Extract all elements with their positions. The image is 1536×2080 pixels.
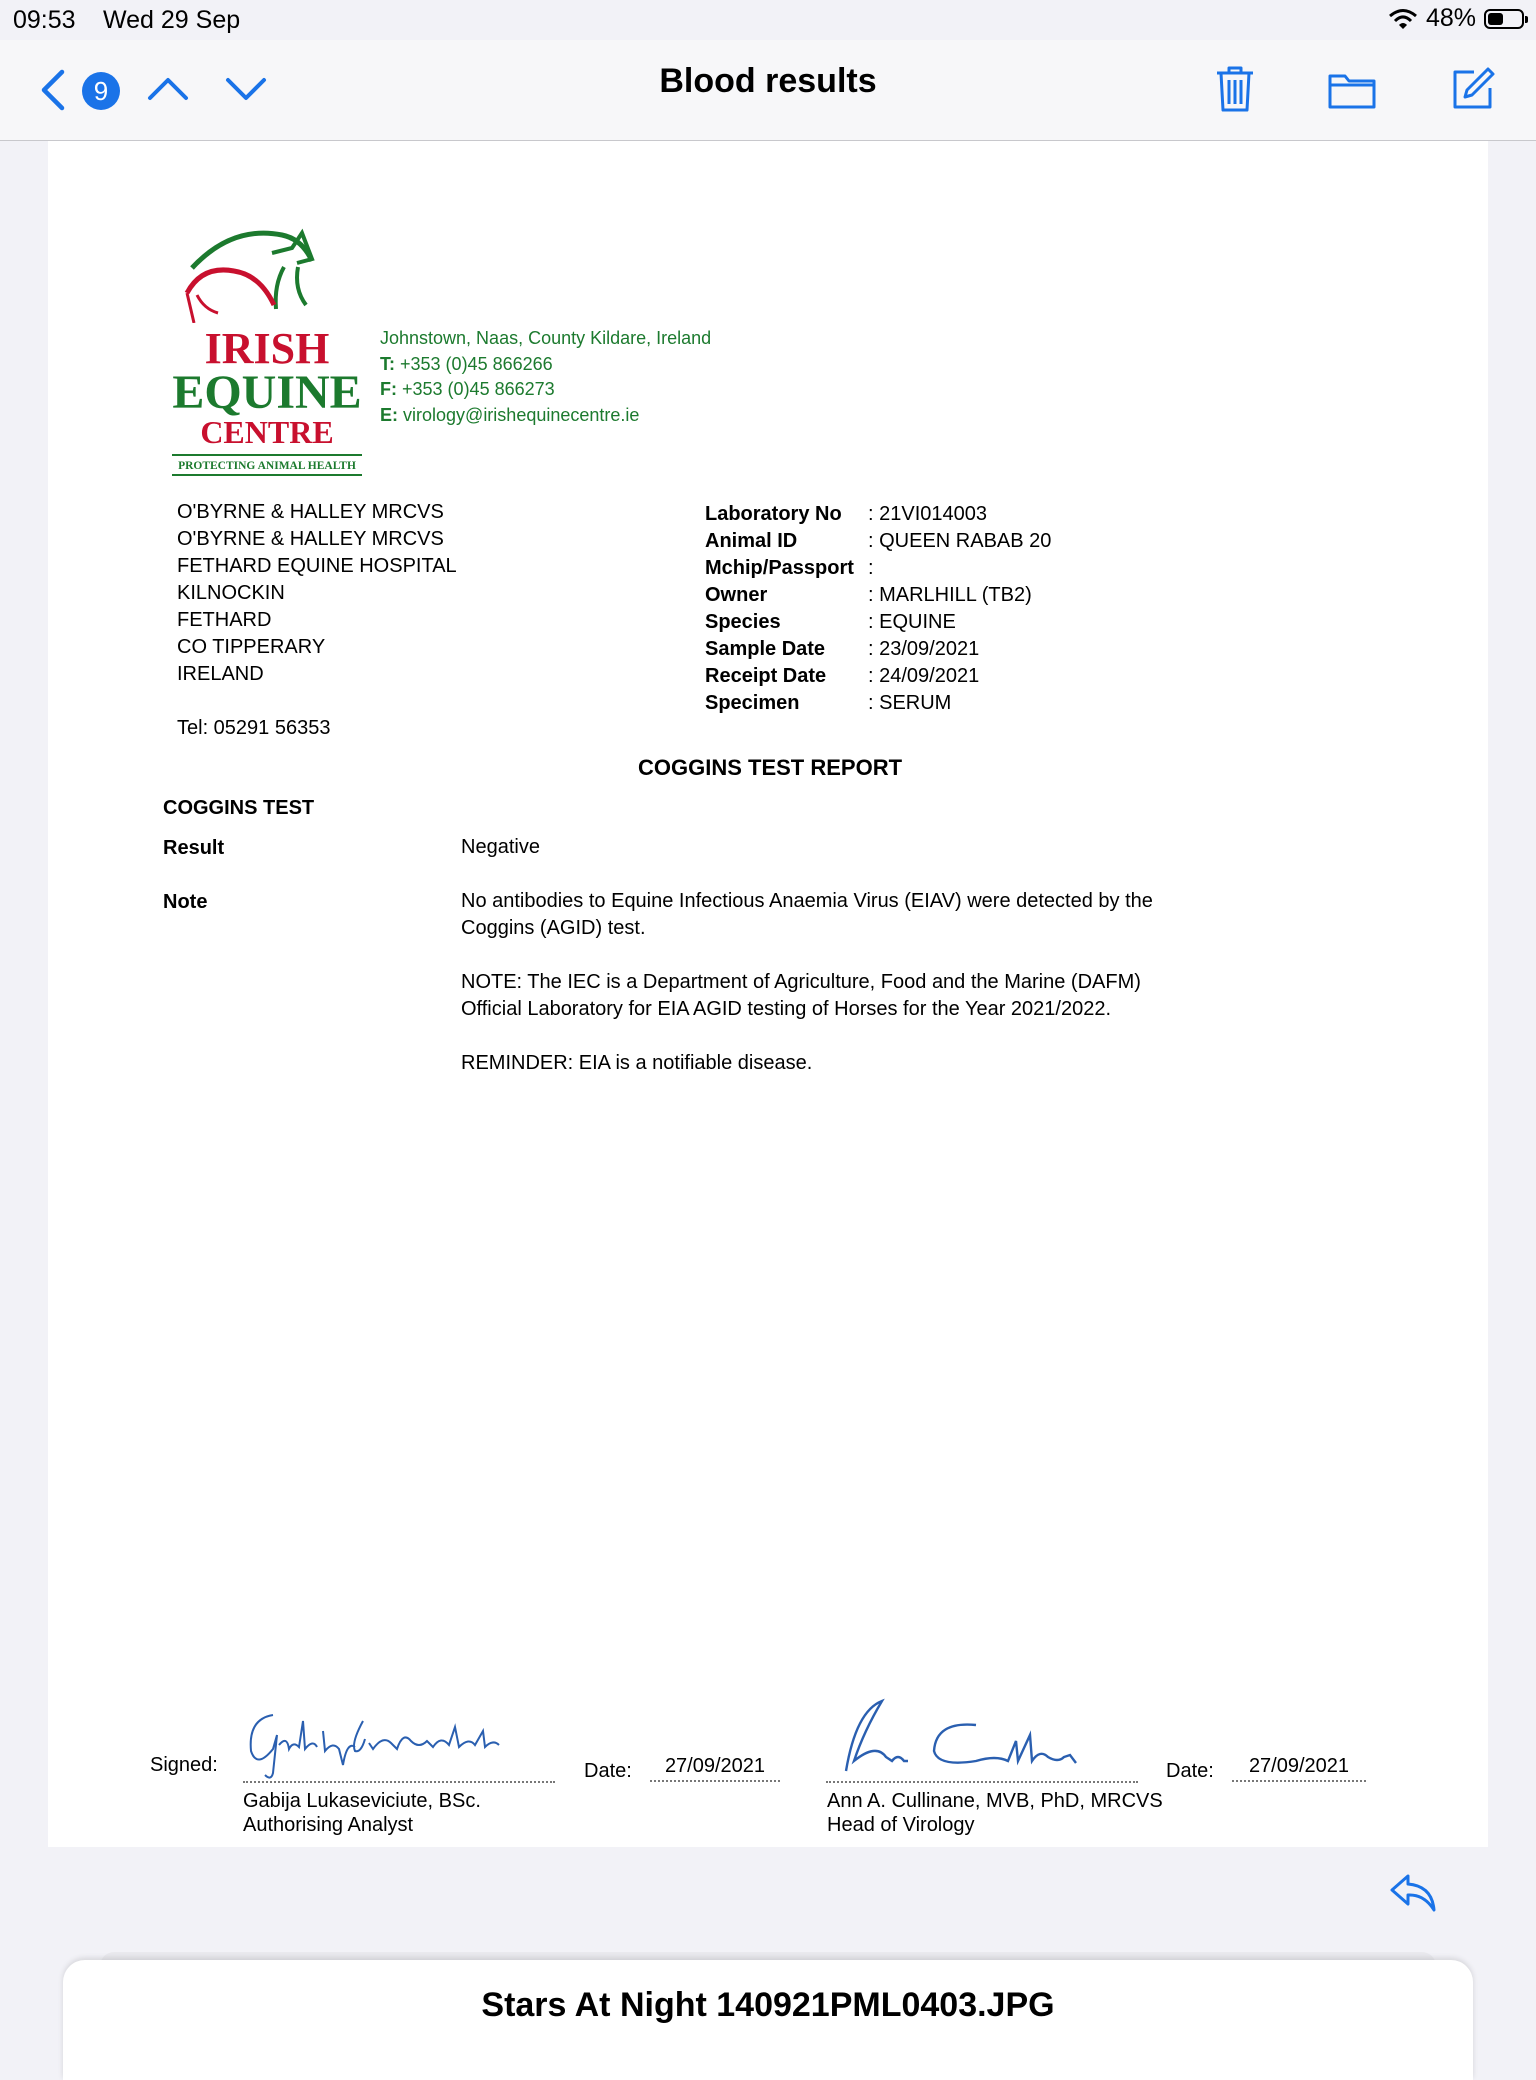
field-row	[705, 636, 1051, 663]
section-title: COGGINS TEST	[163, 797, 315, 819]
result-label: Result	[163, 837, 225, 859]
status-right	[1388, 4, 1524, 33]
fax-label: F:	[380, 379, 397, 399]
recipient-line: O'BYRNE & HALLEY MRCVS	[177, 528, 444, 550]
field-row	[705, 555, 1051, 582]
horse-logo-icon	[172, 223, 362, 323]
reply-icon[interactable]	[1388, 1870, 1438, 1914]
status-time: 09:53	[13, 6, 76, 34]
email-label: E:	[380, 404, 398, 425]
field-row	[705, 663, 1051, 690]
signer-2-date: 27/09/2021	[1232, 1753, 1366, 1782]
field-label: Animal ID	[705, 530, 798, 552]
note-paragraph-2: NOTE: The IEC is a Department of Agriculture, Food and the Marine (DAFM) Official Laboratory for EIA AGID testing of Horses for the Year 2021/2022.	[461, 971, 1141, 1020]
contact-phone-line	[380, 352, 711, 378]
signature-1-text: Gabija Lukaseviciute	[243, 1691, 253, 1692]
field-label: Mchip/Passport	[705, 557, 854, 579]
contact-address: Johnstown, Naas, County Kildare, Ireland	[380, 328, 712, 348]
contact-email-line	[380, 403, 711, 429]
signed-label: Signed:	[150, 1754, 218, 1776]
contact-phone: +353 (0)45 866266	[400, 353, 553, 374]
note-text	[461, 888, 1181, 1077]
contact-block	[380, 326, 711, 428]
field-value: : 23/09/2021	[868, 638, 980, 660]
document-page	[48, 141, 1488, 1847]
logo-irish: IRISH	[204, 324, 330, 373]
signer-1-date: 27/09/2021	[650, 1753, 780, 1782]
signature-line-2	[826, 1691, 1138, 1783]
field-value: : 24/09/2021	[868, 665, 980, 687]
recipient-line: KILNOCKIN	[177, 582, 285, 604]
signer-2-info	[827, 1789, 1163, 1837]
field-label: Species	[705, 611, 781, 633]
signature-2-text: Ann Cullinane	[826, 1691, 833, 1692]
field-label: Laboratory No	[705, 503, 842, 525]
wifi-icon	[1388, 8, 1418, 30]
note-paragraph-3: REMINDER: EIA is a notifiable disease.	[461, 1052, 813, 1074]
signer-1-info	[243, 1789, 481, 1837]
specimen-fields	[705, 501, 1051, 717]
phone-label: T:	[380, 353, 395, 374]
battery-percent: 48%	[1425, 4, 1476, 32]
contact-fax-line	[380, 377, 711, 403]
field-row	[705, 609, 1051, 636]
compose-icon[interactable]	[1450, 66, 1496, 112]
field-row	[705, 582, 1051, 609]
field-row	[705, 501, 1051, 528]
note-paragraph-1: No antibodies to Equine Infectious Anaemia Virus (EIAV) were detected by the Coggins (AGID) test.	[461, 890, 1153, 939]
result-value: Negative	[461, 836, 540, 858]
field-value: : 21VI014003	[868, 503, 987, 525]
signature-line-1	[243, 1691, 555, 1783]
field-label: Owner	[705, 584, 768, 606]
date-label-2: Date:	[1166, 1760, 1214, 1782]
field-row	[705, 528, 1051, 555]
folder-icon[interactable]	[1327, 70, 1377, 110]
recipient-line: O'BYRNE & HALLEY MRCVS	[177, 501, 444, 523]
contact-fax: +353 (0)45 866273	[402, 379, 555, 399]
nav-bar	[0, 40, 1536, 141]
signature-1	[243, 1691, 555, 1781]
recipient-tel: Tel: 05291 56353	[177, 717, 331, 739]
attachment-sheet[interactable]	[63, 1960, 1473, 2080]
recipient-line: FETHARD	[177, 609, 272, 631]
battery-fill	[1488, 13, 1503, 25]
recipient-line: CO TIPPERARY	[177, 636, 326, 658]
contact-email: virology@irishequinecentre.ie	[403, 404, 640, 425]
recipient-line: IRELAND	[177, 663, 264, 685]
attachment-filename[interactable]: Stars At Night 140921PML0403.JPG	[481, 1986, 1055, 2024]
field-value: : MARLHILL (TB2)	[868, 584, 1032, 606]
signer-2-name: Ann A. Cullinane, MVB, PhD, MRCVS	[827, 1790, 1163, 1812]
signature-2	[826, 1691, 1138, 1781]
trash-icon[interactable]	[1214, 64, 1256, 114]
signer-2-title: Head of Virology	[827, 1814, 975, 1836]
date-label-1: Date:	[584, 1760, 632, 1782]
note-label: Note	[163, 891, 208, 913]
field-value: : QUEEN RABAB 20	[868, 530, 1052, 552]
recipient-line: FETHARD EQUINE HOSPITAL	[177, 555, 457, 577]
field-label: Specimen	[705, 692, 800, 714]
field-label: Receipt Date	[705, 665, 827, 687]
logo-tagline: PROTECTING ANIMAL HEALTH	[172, 456, 362, 476]
signer-1-title: Authorising Analyst	[243, 1814, 414, 1836]
page-title: Blood results	[659, 62, 877, 100]
field-value: :	[868, 557, 874, 579]
logo-equine: EQUINE	[172, 366, 362, 419]
irish-equine-centre-logo	[172, 223, 362, 476]
battery-icon	[1484, 9, 1524, 29]
field-label: Sample Date	[705, 638, 826, 660]
field-value: : EQUINE	[868, 611, 956, 633]
signer-1-name: Gabija Lukaseviciute, BSc.	[243, 1790, 481, 1812]
field-row	[705, 690, 1051, 717]
logo-centre: CENTRE	[200, 414, 334, 450]
recipient-address	[177, 499, 457, 742]
status-bar	[0, 0, 1536, 40]
status-date: Wed 29 Sep	[103, 6, 241, 34]
field-value: : SERUM	[868, 692, 952, 714]
report-title: COGGINS TEST REPORT	[638, 755, 903, 780]
unread-count-badge: 9	[82, 72, 120, 110]
